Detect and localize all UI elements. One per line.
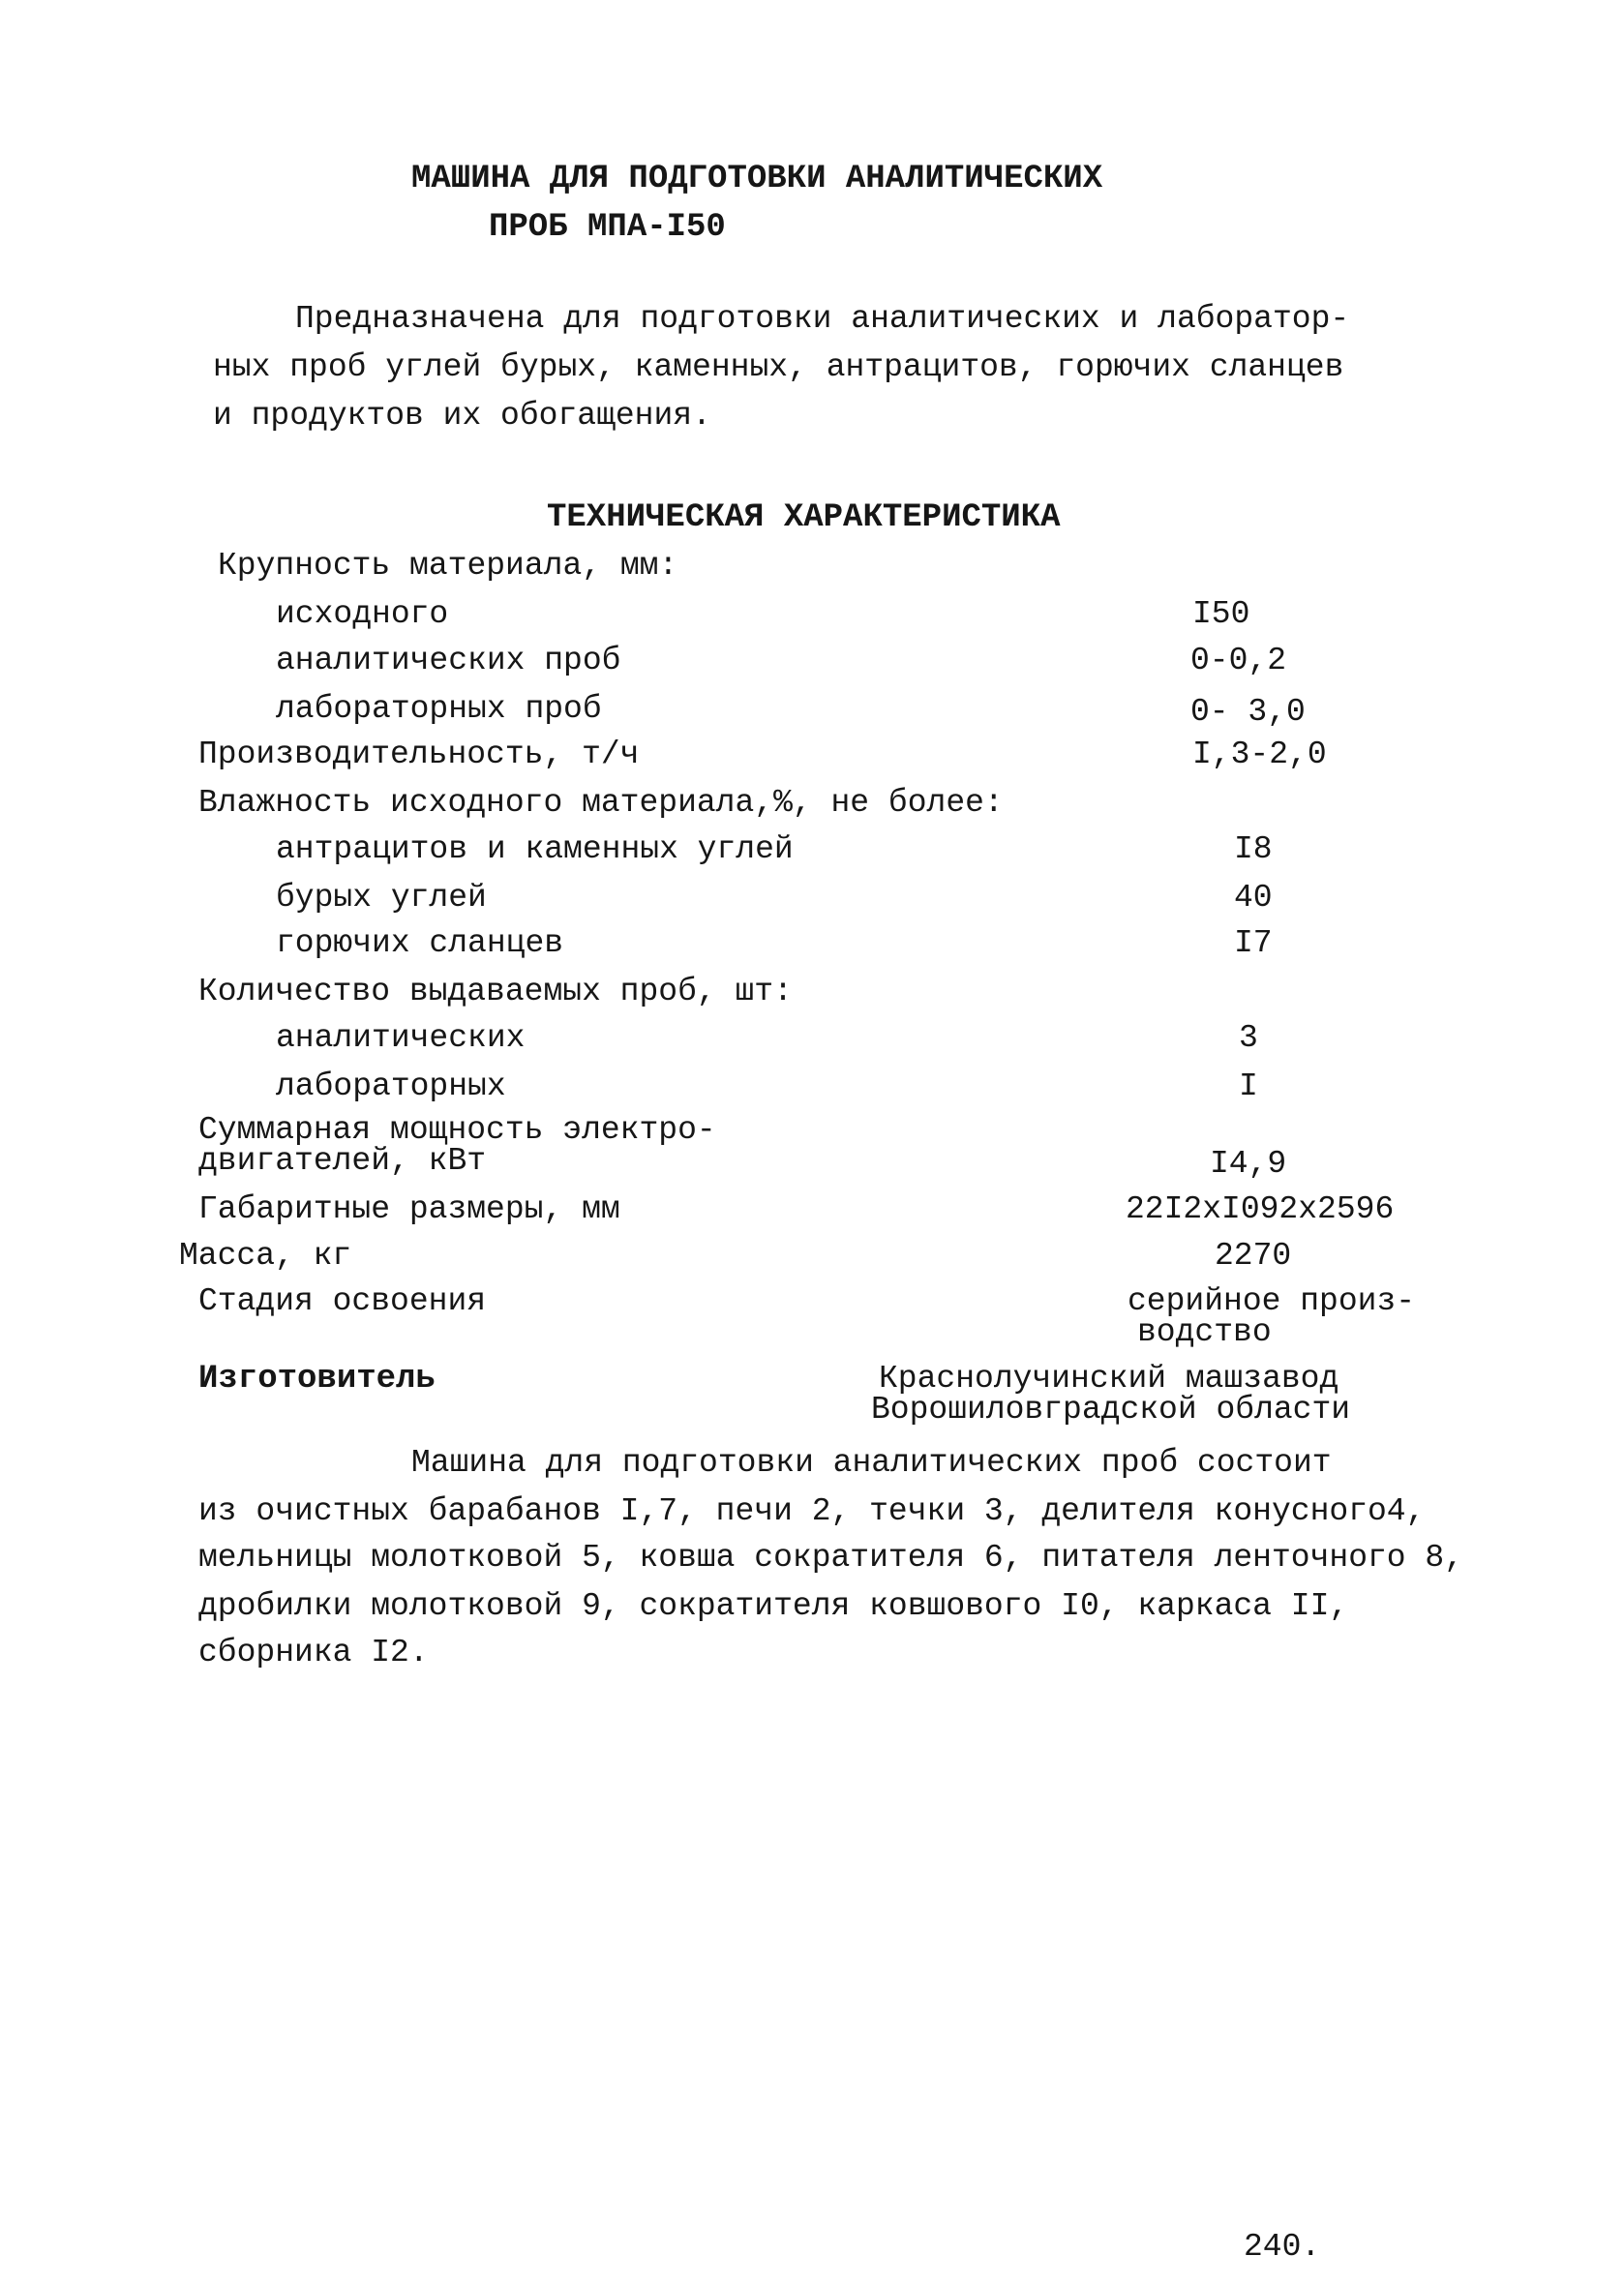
spec-label: бурых углей (276, 880, 487, 916)
spec-label: Масса, кг (179, 1238, 352, 1274)
description-line: мельницы молотковой 5, ковша сократителя 6, питателя ленточного 8, (198, 1540, 1464, 1576)
spec-value: 22I2xI092x2596 (1126, 1191, 1395, 1227)
spec-label: антрацитов и каменных углей (276, 831, 794, 867)
spec-label: Суммарная мощность электро- (198, 1112, 716, 1148)
description-line: из очистных барабанов I,7, печи 2, течки 3, делителя конусного4, (198, 1493, 1426, 1529)
spec-value: I8 (1234, 831, 1273, 867)
spec-value: серийное произ- (1128, 1283, 1416, 1319)
specs-heading: ТЕХНИЧЕСКАЯ ХАРАКТЕРИСТИКА (547, 499, 1061, 536)
spec-value: 2270 (1215, 1238, 1292, 1274)
spec-label: Количество выдаваемых проб, шт: (198, 974, 793, 1009)
purpose-line: и продуктов их обогащения. (213, 398, 711, 434)
spec-label: горючих сланцев (276, 925, 564, 961)
spec-value: 0- 3,0 (1190, 694, 1306, 730)
spec-label: аналитических проб (276, 643, 621, 678)
spec-label: лабораторных проб (276, 691, 602, 727)
spec-value: Ворошиловградской области (871, 1392, 1351, 1428)
purpose-line: Предназначена для подготовки аналитических и лаборатор- (295, 301, 1350, 337)
spec-label: Производительность, т/ч (198, 737, 640, 772)
spec-value: 3 (1239, 1020, 1258, 1056)
title-line-2: ПРОБ МПА-I50 (489, 209, 726, 246)
description-line: Машина для подготовки аналитических проб состоит (411, 1445, 1332, 1481)
spec-value: I7 (1234, 925, 1273, 961)
spec-value: 40 (1234, 880, 1273, 916)
spec-value: водство (1137, 1314, 1272, 1350)
spec-value: Краснолучинский машзавод (879, 1361, 1339, 1397)
spec-value: I,3-2,0 (1192, 737, 1327, 772)
spec-value: I (1239, 1068, 1258, 1104)
title-line-1: МАШИНА ДЛЯ ПОДГОТОВКИ АНАЛИТИЧЕСКИХ (411, 161, 1103, 197)
spec-label: Изготовитель (198, 1361, 436, 1398)
description-line: сборника I2. (198, 1635, 429, 1670)
page-number: 240. (1244, 2229, 1321, 2265)
spec-label: Габаритные размеры, мм (198, 1191, 620, 1227)
spec-value: I4,9 (1210, 1146, 1287, 1182)
spec-label: аналитических (276, 1020, 526, 1056)
spec-value: I50 (1192, 596, 1250, 632)
spec-label: двигателей, кВт (198, 1143, 487, 1179)
spec-value: 0-0,2 (1190, 643, 1287, 678)
spec-label: лабораторных (276, 1068, 506, 1104)
spec-label: Влажность исходного материала,%, не более: (198, 785, 1004, 821)
spec-label: Крупность материала, мм: (218, 548, 678, 584)
description-line: дробилки молотковой 9, сократителя ковшового I0, каркаса II, (198, 1588, 1349, 1624)
spec-label: Стадия освоения (198, 1283, 487, 1319)
purpose-line: ных проб углей бурых, каменных, антрацитов, горючих сланцев (213, 349, 1344, 385)
spec-label: исходного (276, 596, 449, 632)
